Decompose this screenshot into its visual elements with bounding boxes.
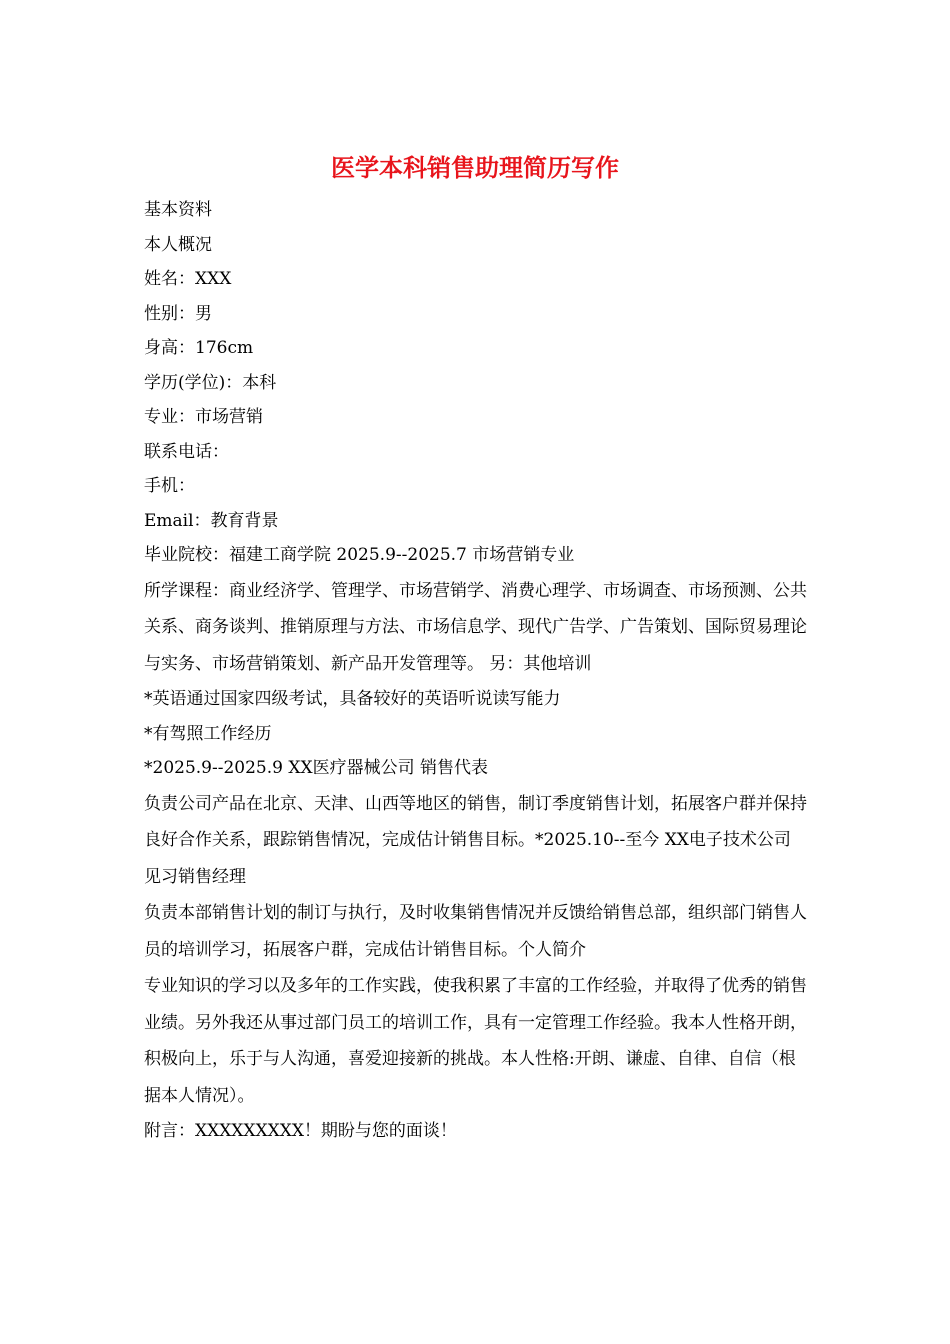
field-name: 姓名：XXX — [144, 269, 232, 289]
training-english: *英语通过国家四级考试，具备较好的英语听说读写能力 — [144, 689, 561, 709]
job-2-description: 负责本部销售计划的制订与执行，及时收集销售情况并反馈给销售总部，组织部门销售人员的培训学习，拓展客户群，完成估计销售目标。个人简介 — [144, 903, 807, 960]
field-email: Email：教育背景 — [144, 510, 279, 531]
field-major: 专业：市场营销 — [144, 407, 263, 427]
job-1-title: *2025.9--2025.9 XX医疗器械公司 销售代表 — [144, 758, 488, 778]
field-gender: 性别：男 — [144, 303, 212, 324]
document-title: 医学本科销售助理简历写作 — [331, 153, 619, 182]
resume-body — [144, 193, 808, 1149]
field-height: 身高：176cm — [144, 338, 254, 358]
training-license: *有驾照工作经历 — [144, 723, 272, 744]
field-education-degree: 学历(学位)：本科 — [144, 372, 277, 393]
field-mobile: 手机： — [144, 476, 195, 496]
section-basic-info: 基本资料 — [144, 200, 212, 220]
profile-paragraph: 专业知识的学习以及多年的工作实践，使我积累了丰富的工作经验，并取得了优秀的销售业绩。另外我还从事过部门员工的培训工作，具有一定管理工作经验。我本人性格开朗，积极向上，乐于与人沟通，喜爱迎接新的挑战。本人性格:开朗、谦虚、自律、自信（根据本人情况）。 — [144, 976, 807, 1106]
job-1-description: 负责公司产品在北京、天津、山西等地区的销售，制订季度销售计划，拓展客户群并保持良好合作关系，跟踪销售情况，完成估计销售目标。*2025.10--至今 XX电子技术公司 见习销售经理 — [144, 793, 807, 887]
closing-note: 附言：XXXXXXXXX！期盼与您的面谈！ — [144, 1121, 457, 1141]
field-school: 毕业院校：福建工商学院 2025.9--2025.7 市场营销专业 — [144, 545, 575, 565]
section-overview: 本人概况 — [144, 234, 212, 255]
courses-paragraph: 所学课程：商业经济学、管理学、市场营销学、消费心理学、市场调查、市场预测、公共关系、商务谈判、推销原理与方法、市场信息学、现代广告学、广告策划、国际贸易理论与实务、市场营销策划、新产品开发管理等。 另：其他培训 — [144, 580, 807, 674]
field-phone: 联系电话： — [144, 441, 229, 462]
